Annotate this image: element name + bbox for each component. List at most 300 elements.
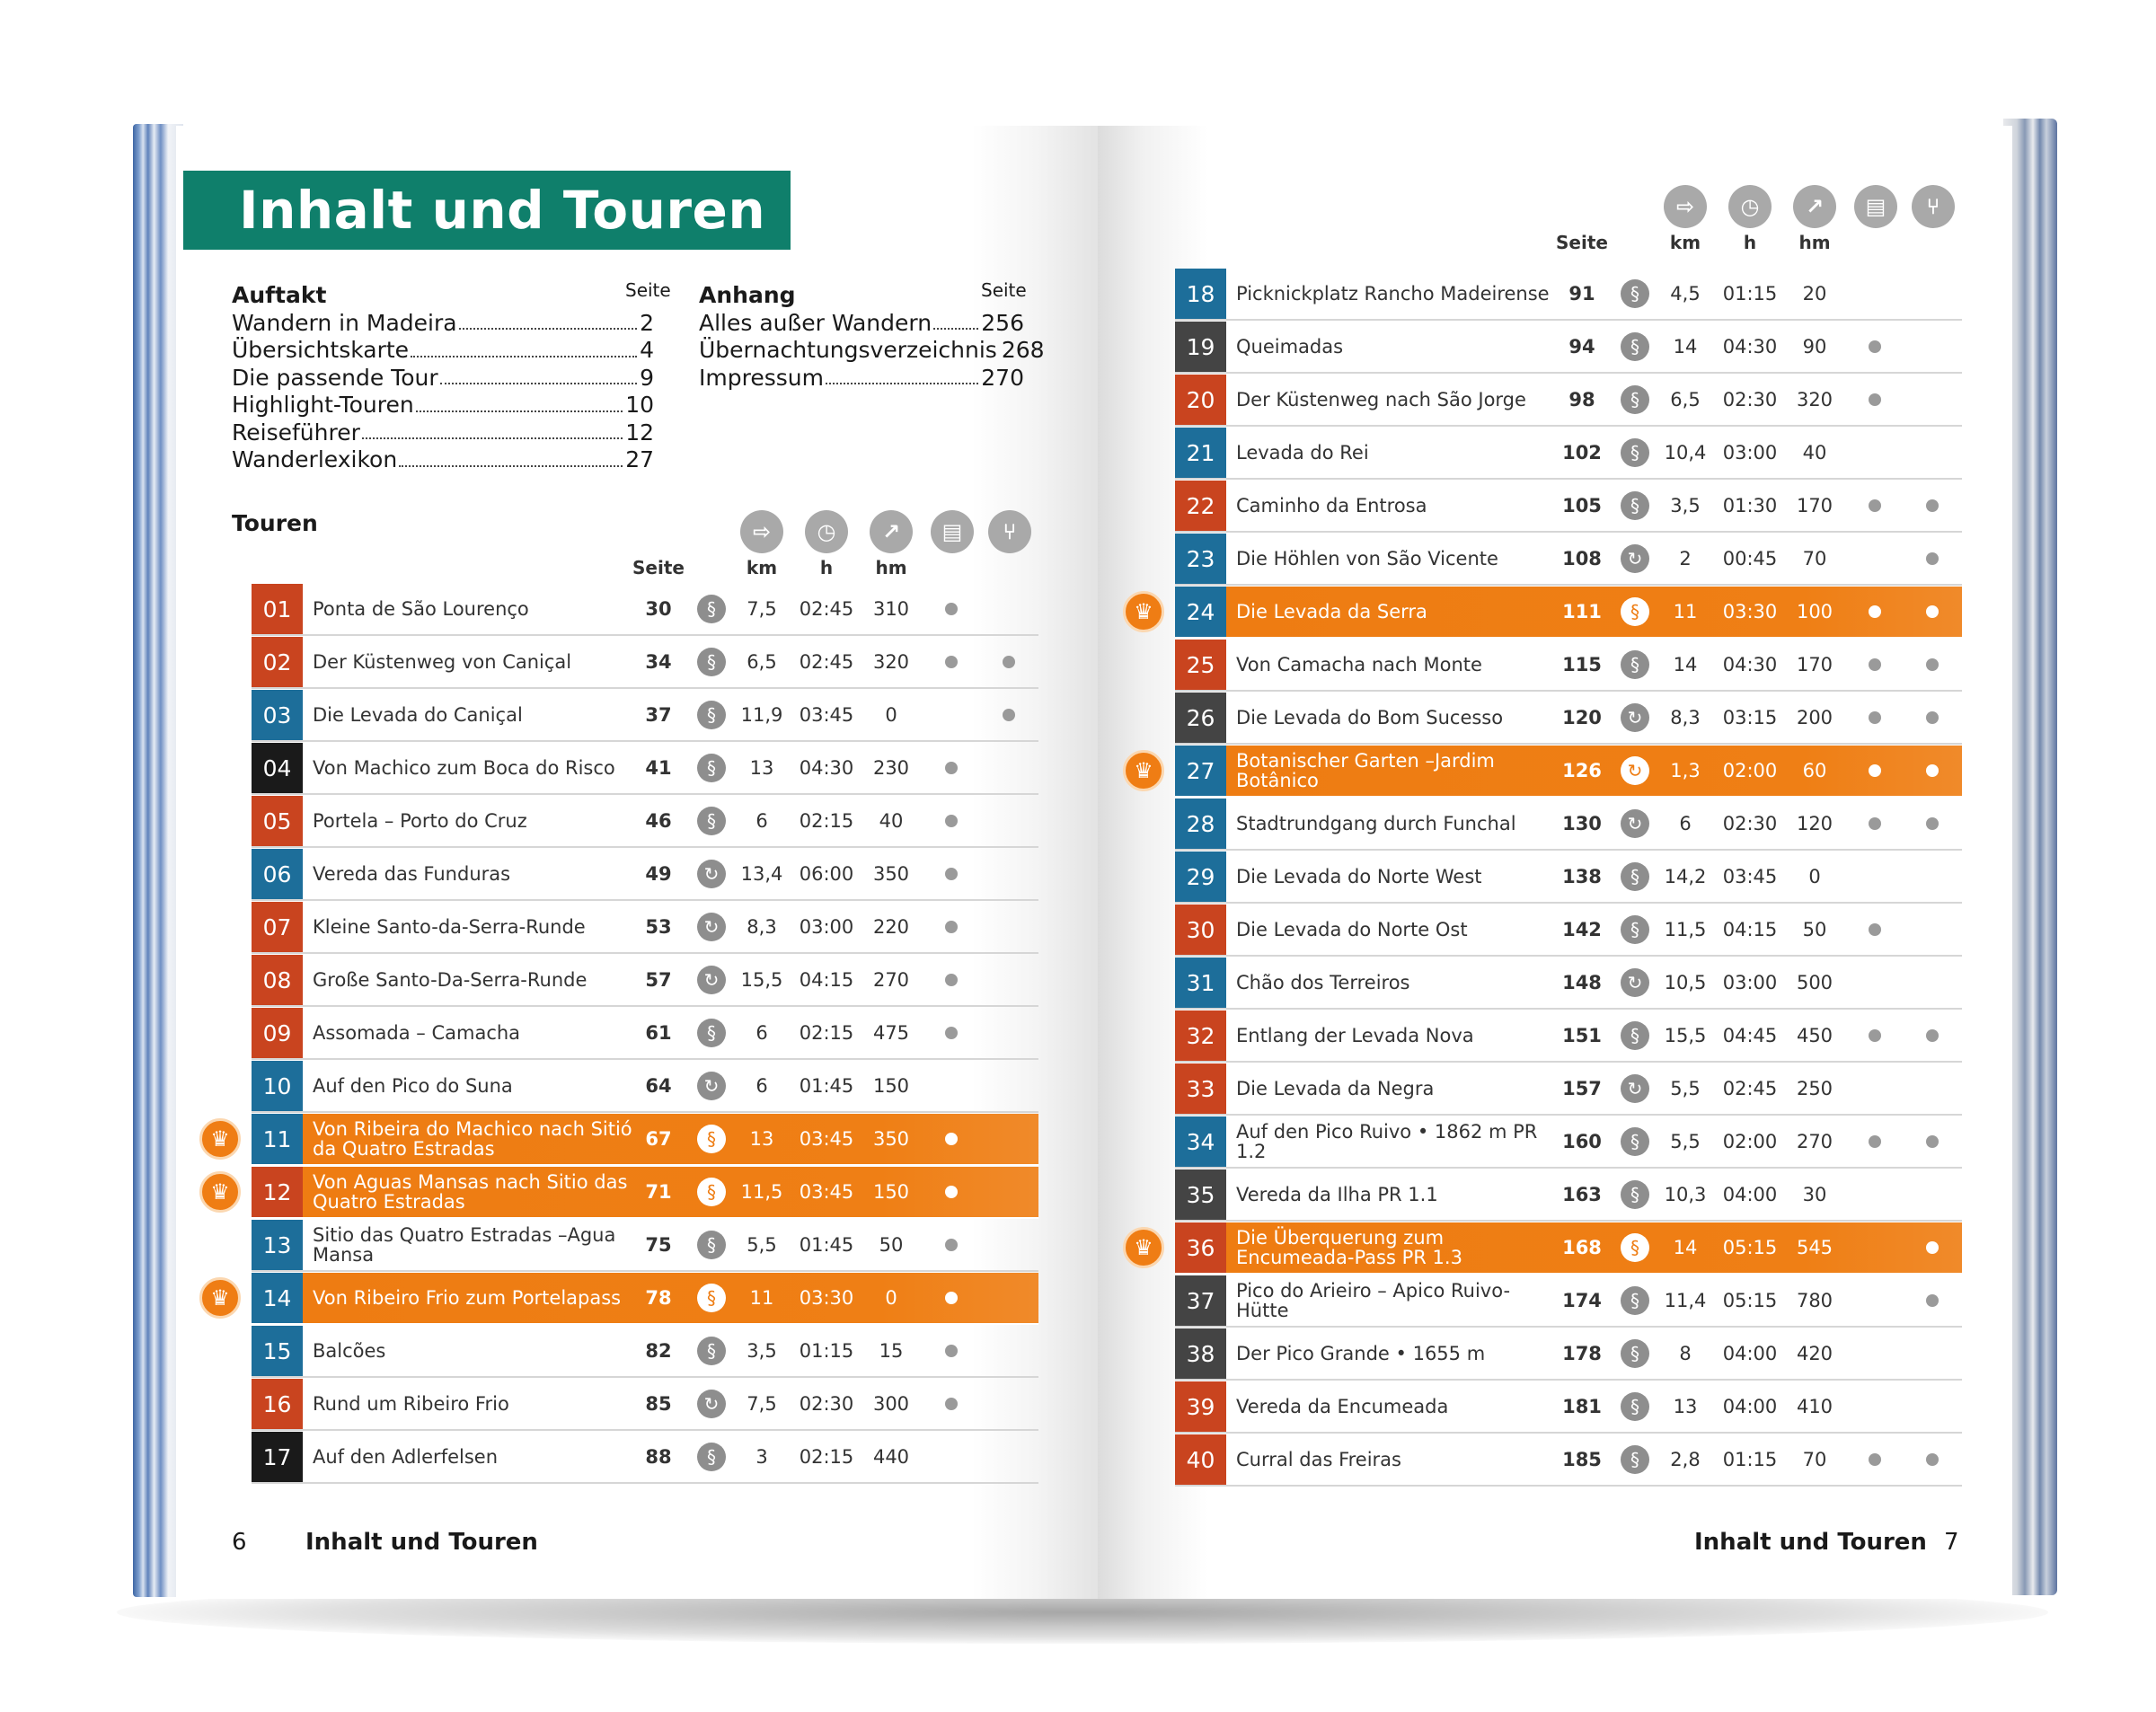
bus-dot-icon [945, 656, 958, 668]
toc-entry-label: Wandern in Madeira [232, 309, 457, 336]
tour-name: Entlang der Levada Nova [1236, 1025, 1474, 1046]
toc-entry-page: 12 [625, 419, 654, 446]
tour-name: Vereda da Encumeada [1236, 1396, 1449, 1417]
tour-duration: 03:45 [1722, 866, 1778, 887]
tour-km: 6,5 [747, 651, 777, 673]
tour-name: Vereda da Ilha PR 1.1 [1236, 1184, 1438, 1205]
tour-name: Auf den Adlerfelsen [313, 1446, 499, 1468]
tour-page: 157 [1562, 1078, 1602, 1099]
restaurant-icon: ⑂ [988, 510, 1031, 553]
tour-km: 11,4 [1664, 1290, 1707, 1311]
toc-entry[interactable] [232, 446, 654, 474]
toc-entry[interactable] [699, 310, 1024, 338]
food-dot-icon [1926, 1029, 1939, 1042]
tour-name: Von Ribeiro Frio zum Portelapass [313, 1287, 622, 1309]
tour-ascent: 150 [872, 1075, 910, 1097]
tour-name: Sitio das Quatro Estradas –Agua Mansa [313, 1224, 616, 1266]
tour-ascent: 300 [872, 1393, 910, 1415]
bus-dot-icon [1869, 499, 1881, 512]
tour-km: 6 [755, 1022, 768, 1044]
tour-row[interactable] [1175, 1328, 1962, 1381]
tour-ascent: 440 [872, 1446, 910, 1468]
tour-km: 5,5 [1670, 1131, 1701, 1152]
tour-duration: 05:15 [1722, 1290, 1778, 1311]
tour-duration: 01:30 [1722, 495, 1778, 516]
food-available-marker [1901, 1116, 1964, 1167]
tour-page: 168 [1562, 1237, 1602, 1258]
toc-leader-dots [933, 310, 978, 331]
loop-route-icon: ↻ [1621, 544, 1649, 573]
food-dot-icon [1926, 552, 1939, 565]
tour-row[interactable] [252, 1114, 1038, 1166]
tour-duration: 02:15 [799, 1022, 854, 1044]
tour-number: 27 [1175, 746, 1226, 796]
ascent-icon: ↗ [1793, 185, 1836, 228]
tour-row[interactable] [1175, 640, 1962, 692]
tour-name: Die Höhlen von São Vicente [1236, 548, 1498, 569]
food-dot-icon [1926, 658, 1939, 671]
tour-row[interactable] [1175, 746, 1962, 798]
tour-name: Queimadas [1236, 336, 1344, 357]
tour-page: 30 [645, 598, 672, 620]
tour-ascent: 100 [1796, 601, 1833, 622]
toc-entry[interactable] [232, 365, 654, 393]
linear-route-icon: § [1621, 650, 1649, 679]
tour-name: Von Aguas Mansas nach Sitio das Quatro Estradas [313, 1171, 628, 1213]
tour-name: Rund um Ribeiro Frio [313, 1393, 509, 1415]
tour-row[interactable] [1175, 1381, 1962, 1434]
linear-route-icon: § [697, 1019, 726, 1047]
col-h-header: h [1743, 232, 1757, 253]
linear-route-icon: § [1621, 915, 1649, 944]
tour-page: 67 [645, 1128, 672, 1150]
tour-name: Die Überquerung zum Encumeada-Pass PR 1.3 [1236, 1227, 1462, 1268]
tour-ascent: 780 [1796, 1290, 1833, 1311]
bus-available-marker [920, 1379, 983, 1429]
tour-row[interactable] [252, 1432, 1038, 1484]
tour-row[interactable] [1175, 428, 1962, 480]
linear-route-icon: § [1621, 438, 1649, 467]
tour-page: 115 [1562, 654, 1602, 675]
loop-route-icon: ↻ [697, 1390, 726, 1418]
tour-number: 08 [252, 955, 303, 1005]
tour-km: 11,5 [740, 1181, 783, 1203]
tour-number: 29 [1175, 852, 1226, 902]
tour-duration: 01:15 [799, 1340, 854, 1362]
tour-ascent: 170 [1796, 654, 1833, 675]
toc-entry[interactable] [699, 337, 1045, 365]
bus-dot-icon [945, 762, 958, 774]
tour-number: 16 [252, 1379, 303, 1429]
tour-page: 57 [645, 969, 672, 991]
tour-number: 23 [1175, 534, 1226, 584]
tour-page: 98 [1568, 389, 1595, 410]
tour-row[interactable] [252, 1326, 1038, 1378]
tour-row[interactable] [1175, 799, 1962, 851]
tour-km: 15,5 [740, 969, 783, 991]
tour-row[interactable] [252, 1379, 1038, 1431]
tour-page: 64 [645, 1075, 672, 1097]
clock-icon: ◷ [805, 510, 848, 553]
highlight-crown-icon: ♛ [1123, 591, 1164, 632]
toc-entry-label: Die passende Tour [232, 364, 438, 391]
tour-km: 15,5 [1664, 1025, 1707, 1046]
tour-duration: 04:00 [1722, 1343, 1778, 1364]
tour-ascent: 420 [1796, 1343, 1833, 1364]
tour-page: 46 [645, 810, 672, 832]
tour-km: 13 [749, 1128, 774, 1150]
bus-dot-icon [1869, 605, 1881, 618]
tour-number: 17 [252, 1432, 303, 1482]
bus-available-marker [920, 743, 983, 793]
tour-row[interactable] [252, 637, 1038, 689]
tour-km: 14 [1673, 654, 1698, 675]
tour-number: 20 [1175, 375, 1226, 425]
toc-entry-page: 4 [640, 337, 654, 363]
tour-name: Die Levada da Serra [1236, 601, 1427, 622]
footer-page-number-right: 7 [1944, 1529, 1959, 1556]
food-dot-icon [1926, 764, 1939, 777]
tour-name: Stadtrundgang durch Funchal [1236, 813, 1516, 834]
bus-dot-icon [1869, 340, 1881, 353]
toc-leader-dots [362, 419, 623, 440]
bus-available-marker [920, 796, 983, 846]
tour-row[interactable] [1175, 534, 1962, 586]
tour-ascent: 230 [872, 757, 910, 779]
toc-anhang [699, 279, 1045, 392]
tour-ascent: 250 [1796, 1078, 1833, 1099]
tour-row[interactable] [1175, 269, 1962, 321]
food-available-marker [1901, 1275, 1964, 1326]
tour-name: Portela – Porto do Cruz [313, 810, 527, 832]
tour-number: 02 [252, 637, 303, 687]
toc-entry-page: 27 [625, 446, 654, 472]
tour-page: 78 [645, 1287, 672, 1309]
bus-icon: ▤ [931, 510, 974, 553]
linear-route-icon: § [1621, 1392, 1649, 1421]
linear-route-icon: § [1621, 279, 1649, 308]
tour-row[interactable] [1175, 587, 1962, 639]
bus-dot-icon [945, 868, 958, 880]
tour-row[interactable] [252, 1167, 1038, 1219]
tour-ascent: 20 [1802, 283, 1827, 304]
tour-name: Die Levada do Norte West [1236, 866, 1482, 887]
tour-km: 6,5 [1670, 389, 1701, 410]
tour-name: Assomada – Camacha [313, 1022, 521, 1044]
toc-entry[interactable] [232, 337, 654, 365]
tour-duration: 00:45 [1722, 548, 1778, 569]
tour-row[interactable] [1175, 1010, 1962, 1063]
tour-name: Kleine Santo-da-Serra-Runde [313, 916, 586, 938]
linear-route-icon: § [1621, 1180, 1649, 1209]
linear-route-icon: § [697, 1284, 726, 1312]
tour-row[interactable] [1175, 905, 1962, 957]
tour-row[interactable] [252, 690, 1038, 742]
tour-km: 3 [755, 1446, 768, 1468]
toc-entry-page: 270 [981, 364, 1024, 391]
tour-km: 5,5 [747, 1234, 777, 1256]
tour-page: 34 [645, 651, 672, 673]
tour-duration: 06:00 [799, 863, 854, 885]
toc-entry-page: 268 [1001, 337, 1045, 363]
tour-ascent: 15 [879, 1340, 904, 1362]
tour-page: 75 [645, 1234, 672, 1256]
tour-number: 10 [252, 1061, 303, 1111]
tour-ascent: 90 [1802, 336, 1827, 357]
tour-number: 28 [1175, 799, 1226, 849]
tour-km: 6 [755, 810, 768, 832]
tour-page: 82 [645, 1340, 672, 1362]
bus-dot-icon [1869, 393, 1881, 406]
tour-number: 11 [252, 1114, 303, 1164]
tour-duration: 04:00 [1722, 1184, 1778, 1205]
tour-duration: 03:45 [799, 704, 854, 726]
bus-dot-icon [1869, 923, 1881, 936]
bus-available-marker [920, 955, 983, 1005]
tour-page: 37 [645, 704, 672, 726]
tour-km: 8,3 [747, 916, 777, 938]
tour-number: 26 [1175, 693, 1226, 743]
tour-name: Der Küstenweg nach São Jorge [1236, 389, 1526, 410]
toc-entry-page: 10 [625, 392, 654, 418]
tour-km: 4,5 [1670, 283, 1701, 304]
bus-available-marker [1843, 693, 1906, 743]
tour-page: 178 [1562, 1343, 1602, 1364]
tour-row[interactable] [252, 584, 1038, 636]
toc-seite-label: Seite [625, 279, 671, 301]
tour-km: 13,4 [740, 863, 783, 885]
toc-entry-label: Alles außer Wandern [699, 309, 932, 336]
tour-duration: 04:15 [1722, 919, 1778, 940]
tour-km: 2 [1679, 548, 1692, 569]
tour-row[interactable] [1175, 957, 1962, 1010]
tour-number: 06 [252, 849, 303, 899]
bus-available-marker [1843, 746, 1906, 796]
toc-entry-label: Highlight-Touren [232, 392, 414, 418]
loop-route-icon: ↻ [1621, 756, 1649, 785]
tour-km: 1,3 [1670, 760, 1701, 781]
tour-page: 163 [1562, 1184, 1602, 1205]
linear-route-icon: § [697, 1125, 726, 1153]
tour-page: 120 [1562, 707, 1602, 728]
tour-km: 10,5 [1664, 972, 1707, 993]
tour-row[interactable] [1175, 481, 1962, 533]
tour-duration: 04:30 [799, 757, 854, 779]
tour-km: 10,4 [1664, 442, 1707, 463]
tour-number: 32 [1175, 1010, 1226, 1061]
tour-row[interactable] [1175, 1434, 1962, 1487]
bus-available-marker [920, 584, 983, 634]
tour-name: Pico do Arieiro – Apico Ruivo-Hütte [1236, 1280, 1511, 1321]
bus-dot-icon [945, 603, 958, 615]
tour-ascent: 220 [872, 916, 910, 938]
linear-route-icon: § [1621, 597, 1649, 626]
toc-leader-dots [411, 337, 637, 357]
food-dot-icon [1003, 709, 1015, 721]
tour-ascent: 120 [1796, 813, 1833, 834]
toc-auftakt [232, 279, 671, 474]
toc-entry-page: 2 [640, 309, 654, 336]
bus-available-marker [1843, 905, 1906, 955]
tour-name: Der Küstenweg von Caniçal [313, 651, 572, 673]
linear-route-icon: § [697, 1337, 726, 1365]
tour-number: 25 [1175, 640, 1226, 690]
tour-row[interactable] [252, 1220, 1038, 1272]
tour-row[interactable] [1175, 1116, 1962, 1169]
tour-km: 11,5 [1664, 919, 1707, 940]
tour-row[interactable] [252, 1061, 1038, 1113]
tour-name: Die Levada do Norte Ost [1236, 919, 1468, 940]
page-title: Inhalt und Touren [239, 180, 766, 241]
tour-number: 36 [1175, 1222, 1226, 1273]
tour-page: 108 [1562, 548, 1602, 569]
tour-ascent: 30 [1802, 1184, 1827, 1205]
tour-km: 13 [1673, 1396, 1698, 1417]
tour-page: 61 [645, 1022, 672, 1044]
tour-page: 148 [1562, 972, 1602, 993]
linear-route-icon: § [697, 1443, 726, 1471]
tour-ascent: 410 [1796, 1396, 1833, 1417]
bus-available-marker [920, 1273, 983, 1323]
food-dot-icon [1926, 711, 1939, 724]
tour-page: 138 [1562, 866, 1602, 887]
tour-number: 34 [1175, 1116, 1226, 1167]
col-km-header: km [746, 557, 778, 578]
toc-seite-label: Seite [981, 279, 1027, 301]
tour-name: Ponta de São Lourenço [313, 598, 529, 620]
tour-row[interactable] [1175, 1275, 1962, 1328]
tour-duration: 04:30 [1722, 654, 1778, 675]
direction-sign-icon: ⇨ [1664, 185, 1707, 228]
loop-route-icon: ↻ [1621, 703, 1649, 732]
tour-row[interactable] [252, 1273, 1038, 1325]
linear-route-icon: § [1621, 332, 1649, 361]
linear-route-icon: § [1621, 1127, 1649, 1156]
loop-route-icon: ↻ [697, 860, 726, 888]
tour-number: 35 [1175, 1169, 1226, 1220]
tour-row[interactable] [252, 1008, 1038, 1060]
tour-ascent: 350 [872, 863, 910, 885]
tour-number: 24 [1175, 587, 1226, 637]
tour-ascent: 270 [872, 969, 910, 991]
toc-entry-label: Impressum [699, 364, 824, 391]
tour-ascent: 40 [879, 810, 904, 832]
tour-ascent: 50 [1802, 919, 1827, 940]
tour-duration: 02:15 [799, 810, 854, 832]
tour-ascent: 60 [1802, 760, 1827, 781]
tour-row[interactable] [252, 796, 1038, 848]
tour-row[interactable] [252, 849, 1038, 901]
tour-km: 11 [1673, 601, 1698, 622]
toc-entry[interactable] [699, 365, 1024, 393]
tour-row[interactable] [1175, 1063, 1962, 1116]
tour-name: Von Camacha nach Monte [1236, 654, 1482, 675]
linear-route-icon: § [697, 701, 726, 729]
bus-available-marker [1843, 1434, 1906, 1485]
bus-dot-icon [1869, 1029, 1881, 1042]
tour-row[interactable] [1175, 1169, 1962, 1222]
tour-number: 12 [252, 1167, 303, 1217]
tour-page: 91 [1568, 283, 1595, 304]
bus-dot-icon [945, 974, 958, 986]
tour-duration: 01:15 [1722, 283, 1778, 304]
tour-number: 03 [252, 690, 303, 740]
tour-name: Curral das Freiras [1236, 1449, 1401, 1470]
tour-number: 37 [1175, 1275, 1226, 1326]
tour-number: 31 [1175, 957, 1226, 1008]
tour-ascent: 545 [1796, 1237, 1833, 1258]
tour-page: 105 [1562, 495, 1602, 516]
tour-name: Von Ribeira do Machico nach Sitió da Quatro Estradas [313, 1118, 632, 1160]
tour-page: 142 [1562, 919, 1602, 940]
linear-route-icon: § [697, 595, 726, 623]
loop-route-icon: ↻ [697, 1072, 726, 1100]
tour-km: 7,5 [747, 1393, 777, 1415]
tour-row[interactable] [252, 902, 1038, 954]
tour-row[interactable] [252, 743, 1038, 795]
tour-name: Picknickplatz Rancho Madeirense [1236, 283, 1550, 304]
tour-number: 40 [1175, 1434, 1226, 1485]
tour-duration: 03:15 [1722, 707, 1778, 728]
bus-available-marker [920, 902, 983, 952]
tour-km: 11,9 [740, 704, 783, 726]
toc-leader-dots [416, 392, 623, 412]
tour-row[interactable] [1175, 322, 1962, 374]
tour-duration: 03:30 [799, 1287, 854, 1309]
loop-route-icon: ↻ [1621, 968, 1649, 997]
tour-km: 3,5 [1670, 495, 1701, 516]
tour-name: Große Santo-Da-Serra-Runde [313, 969, 588, 991]
food-available-marker [1901, 1010, 1964, 1061]
toc-entry[interactable] [232, 310, 654, 338]
tour-duration: 02:45 [799, 598, 854, 620]
food-available-marker [1901, 799, 1964, 849]
linear-route-icon: § [1621, 1021, 1649, 1050]
tour-name: Die Levada do Caniçal [313, 704, 523, 726]
tour-duration: 03:45 [799, 1181, 854, 1203]
toc-entry[interactable] [232, 392, 654, 419]
tour-ascent: 350 [872, 1128, 910, 1150]
tour-ascent: 320 [1796, 389, 1833, 410]
tour-ascent: 50 [879, 1234, 904, 1256]
loop-route-icon: ↻ [697, 913, 726, 941]
footer-title-left: Inhalt und Touren [305, 1529, 538, 1556]
toc-entry[interactable] [232, 419, 654, 447]
toc-leader-dots [399, 446, 623, 467]
loop-route-icon: ↻ [1621, 809, 1649, 838]
tour-km: 10,3 [1664, 1184, 1707, 1205]
bus-dot-icon [945, 1398, 958, 1410]
tour-page: 151 [1562, 1025, 1602, 1046]
tour-row[interactable] [1175, 693, 1962, 745]
tour-name: Levada do Rei [1236, 442, 1369, 463]
tour-row[interactable] [1175, 852, 1962, 904]
tour-km: 14 [1673, 336, 1698, 357]
linear-route-icon: § [1621, 1233, 1649, 1262]
bus-available-marker [1843, 1116, 1906, 1167]
tour-page: 53 [645, 916, 672, 938]
linear-route-icon: § [1621, 1445, 1649, 1474]
food-dot-icon [1003, 656, 1015, 668]
tour-row[interactable] [1175, 1222, 1962, 1275]
tour-row[interactable] [252, 955, 1038, 1007]
highlight-crown-icon: ♛ [1123, 750, 1164, 791]
col-km-header: km [1669, 232, 1701, 253]
bus-available-marker [920, 1008, 983, 1058]
tour-row[interactable] [1175, 375, 1962, 427]
footer-page-number-left: 6 [232, 1529, 247, 1556]
tour-duration: 05:15 [1722, 1237, 1778, 1258]
